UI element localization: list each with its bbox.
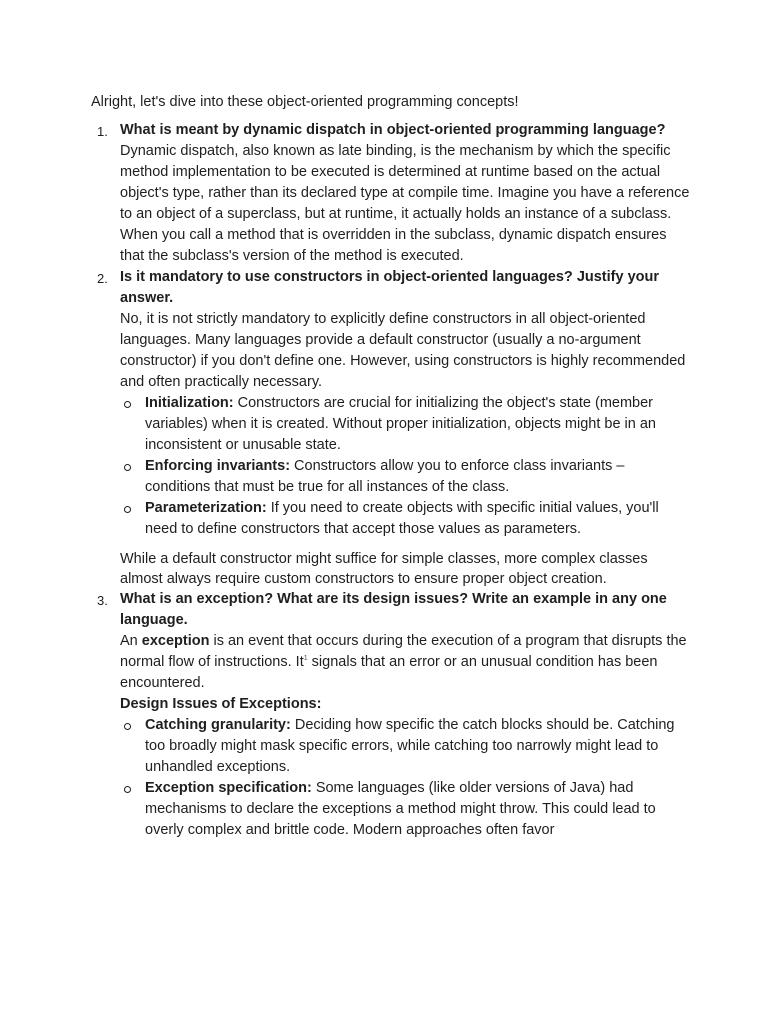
answer-mid: is an event that occurs during the execution of a program that disrupts the normal flow of instructions. It xyxy=(120,633,687,670)
bullet-term: Parameterization: xyxy=(145,500,267,516)
hollow-bullet-icon xyxy=(124,786,131,793)
question-title: What is meant by dynamic dispatch in object-oriented programming language? xyxy=(120,122,666,138)
closing-paragraph: While a default constructor might suffice for simple classes, more complex classes almost always require custom constructors to ensure proper object creation. xyxy=(120,551,648,587)
bullet-text: Constructors are crucial for initializing the object's state (member variables) when it is created. Without proper initialization, objects might be in an inconsistent or unusable state. xyxy=(145,395,656,453)
bullet-list xyxy=(120,715,691,841)
question-answer xyxy=(120,631,691,694)
answer-term: exception xyxy=(141,633,210,649)
bullet-text: Deciding how specific the catch blocks should be. Catching too broadly might mask specific errors, while catching too narrowly might lead to unhandled exceptions. xyxy=(145,717,675,775)
question-answer: No, it is not strictly mandatory to explicitly define constructors in all object-oriented languages. Many languages provide a default constructor (usually a no-argument constructor) if you don't define one. However, using constructors is highly recommended and often practically necessary. xyxy=(120,311,686,390)
bullet-term: Initialization: xyxy=(145,395,234,411)
intro-text: Alright, let's dive into these object-oriented programming concepts! xyxy=(91,94,519,110)
bullet-term: Enforcing invariants: xyxy=(145,458,291,474)
hollow-bullet-icon xyxy=(124,464,131,471)
hollow-bullet-icon xyxy=(124,506,131,513)
answer-pre: An xyxy=(120,633,142,649)
design-issues-heading: Design Issues of Exceptions: xyxy=(120,696,322,712)
hollow-bullet-icon xyxy=(124,723,131,730)
bullet-text: Some languages (like older versions of Java) had mechanisms to declare the exceptions a method might throw. This could lead to overly complex and brittle code. Modern approaches often favor xyxy=(145,780,656,838)
question-title: What is an exception? What are its design issues? Write an example in any one language. xyxy=(120,591,667,628)
bullet-text: If you need to create objects with specific initial values, you'll need to define constructors that accept those values as parameters. xyxy=(145,500,659,537)
question-item-1 xyxy=(91,120,691,267)
list-item xyxy=(120,498,691,540)
question-number: 1. xyxy=(97,124,108,139)
list-item xyxy=(120,393,691,456)
question-item-2 xyxy=(91,267,691,589)
list-item xyxy=(120,456,691,498)
question-number: 3. xyxy=(97,593,108,608)
list-item xyxy=(120,715,691,778)
question-number: 2. xyxy=(97,271,108,286)
document-body xyxy=(91,92,691,841)
hollow-bullet-icon xyxy=(124,401,131,408)
bullet-text: Constructors allow you to enforce class invariants – conditions that must be true for all instances of the class. xyxy=(145,458,625,495)
question-title: Is it mandatory to use constructors in object-oriented languages? Justify your answer. xyxy=(120,269,660,306)
answer-post: signals that an error or an unusual condition has been encountered. xyxy=(120,654,658,691)
list-item xyxy=(120,778,691,841)
bullet-term: Exception specification: xyxy=(145,780,312,796)
question-answer: Dynamic dispatch, also known as late binding, is the mechanism by which the specific method implementation to be executed is determined at runtime based on the actual object's type, rather than its declared type at compile time. Imagine you have a reference to an object of a superclass, but at runtime, it actually holds an instance of a subclass. When you call a method that is overridden in the subclass, dynamic dispatch ensures that the subclass's version of the method is executed. xyxy=(120,143,690,264)
question-item-3 xyxy=(91,589,691,841)
bullet-list xyxy=(120,393,691,540)
bullet-term: Catching granularity: xyxy=(145,717,291,733)
footnote-marker[interactable]: 1 xyxy=(303,655,308,663)
question-list xyxy=(91,120,691,841)
